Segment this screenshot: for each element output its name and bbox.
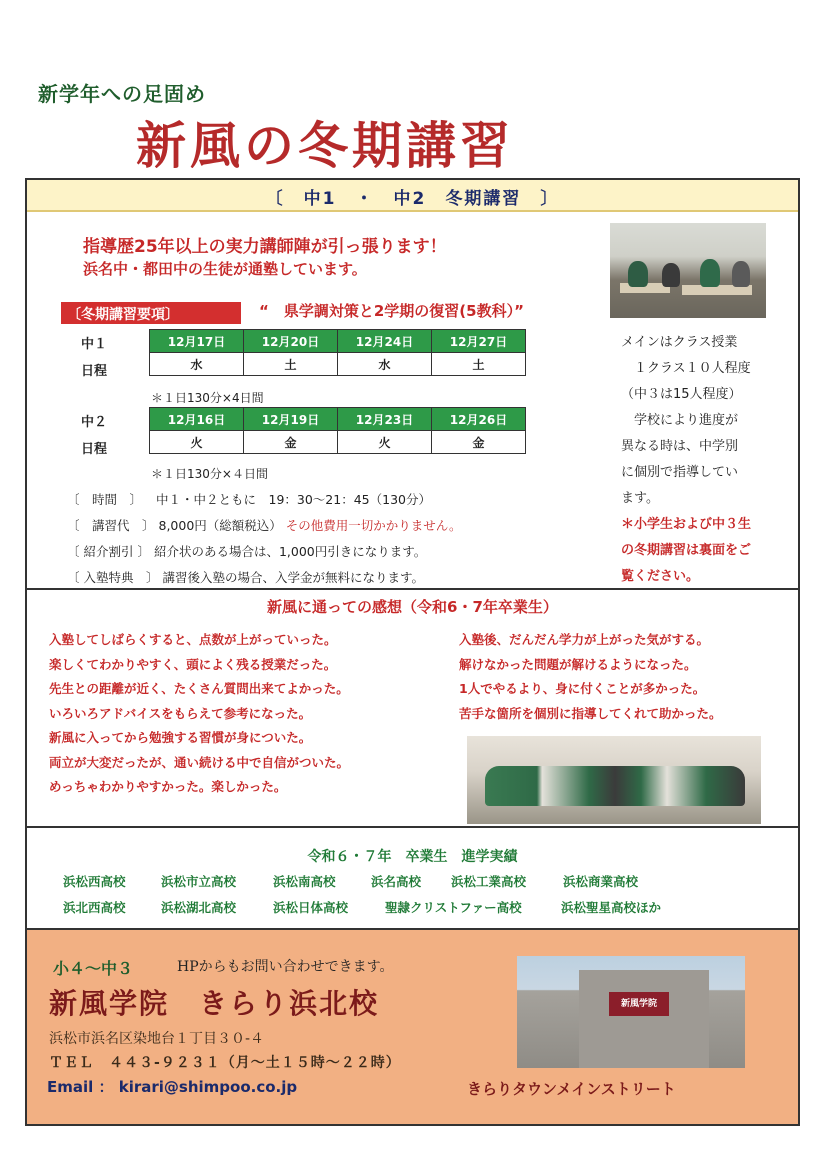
classroom-photo — [610, 223, 766, 318]
lead-text-1: 指導歴25年以上の実力講師陣が引っ張ります！ — [83, 237, 447, 257]
class-info-text — [621, 330, 791, 512]
course-section — [25, 178, 800, 590]
class-info-line: 学校により進度が — [621, 413, 739, 428]
school-item: 聖隷クリストファー高校 — [385, 900, 522, 915]
grade2-day: 火 — [338, 431, 432, 454]
referral-row — [67, 542, 426, 560]
testimonial-item: 両立が大変だったが、通い続ける中で自信がついた。 — [49, 754, 350, 770]
school-item: 浜松市立高校 — [161, 874, 237, 889]
time-value: 中１・中２ともに 19：30～21：45（130分） — [156, 492, 431, 507]
testimonial-item: 入塾後、だんだん学力が上がった気がする。 — [459, 632, 710, 647]
graduates-photo — [467, 736, 761, 824]
grade1-date: 12月24日 — [338, 330, 432, 353]
testimonials-section — [25, 590, 800, 828]
grade1-date: 12月27日 — [432, 330, 526, 353]
school-item: 浜松西高校 — [63, 874, 126, 889]
referral-value: 紹介状のある場合は、1,000円引きになります。 — [153, 544, 427, 559]
address: 浜松市浜名区染地台１丁目３０-４ — [49, 1031, 265, 1047]
grade2-date: 12月23日 — [338, 408, 432, 431]
fee-note: その他費用一切かかりません。 — [285, 518, 462, 533]
grade2-label: 中２ — [81, 415, 108, 430]
grade1-schedule-table — [149, 329, 526, 376]
school-item: 浜北西高校 — [63, 900, 126, 915]
testimonials-right — [459, 628, 722, 726]
bonus-label: 〔 入塾特典 〕 — [67, 570, 159, 585]
testimonial-item: 1人でやるより、身に付くことが多かった。 — [459, 681, 706, 696]
grade2-day: 金 — [244, 431, 338, 454]
subtitle: 新学年への足固め — [38, 82, 206, 106]
grade2-day: 火 — [150, 431, 244, 454]
referral-label: 〔 紹介割引 〕 — [67, 544, 150, 559]
side-note-line: の冬期講習は裏面をご — [621, 543, 752, 558]
grade2-schedule-table — [149, 407, 526, 454]
building-sign: 新風学院 — [609, 992, 669, 1016]
side-note — [621, 512, 751, 590]
school-item: 浜松聖星高校ほか — [561, 900, 662, 915]
school-item: 浜松工業高校 — [451, 874, 527, 889]
school-item: 浜松南高校 — [273, 874, 336, 889]
side-note-line: 覧ください。 — [621, 569, 700, 584]
grade1-date: 12月17日 — [150, 330, 244, 353]
testimonial-item: 先生との距離が近く、たくさん質問出来てよかった。 — [49, 681, 349, 696]
course-banner-text: 〔 中1 ・ 中2 冬期講習 〕 — [265, 189, 560, 209]
results-section — [25, 828, 800, 930]
grade1-day: 水 — [150, 353, 244, 376]
grade1-note: ＊１日130分×4日間 — [151, 391, 264, 405]
testimonial-item: 入塾してしばらくすると、点数が上がっていった。 — [49, 632, 337, 647]
course-banner — [27, 180, 798, 212]
grade2-date: 12月26日 — [432, 408, 526, 431]
bonus-value: 講習後入塾の場合、入学金が無料になります。 — [162, 570, 424, 585]
grade2-date: 12月16日 — [150, 408, 244, 431]
grade2-day: 金 — [432, 431, 526, 454]
fee-label: 〔 講習代 〕 — [67, 518, 155, 533]
testimonial-item: 新風に入ってから勉強する習慣が身についた。 — [49, 730, 312, 745]
school-item: 浜松湖北高校 — [161, 900, 237, 915]
grade2-date: 12月19日 — [244, 408, 338, 431]
lead-text-2: 浜名中・都田中の生徒が通塾しています。 — [83, 260, 367, 278]
school-item: 浜松商業高校 — [563, 874, 639, 889]
time-label: 〔 時間 〕 — [67, 492, 143, 507]
requirements-label: 〔冬期講習要項〕 — [61, 302, 241, 324]
hp-note: HPからもお問い合わせできます。 — [177, 959, 394, 975]
school-item: 浜松日体高校 — [273, 900, 349, 915]
testimonial-item: 解けなかった問題が解けるようになった。 — [459, 656, 697, 672]
grade1-day: 土 — [244, 353, 338, 376]
testimonial-item: 苦手な箇所を個別に指導してくれて助かった。 — [459, 705, 722, 721]
class-info-line: ます。 — [621, 491, 659, 506]
testimonials-left — [49, 628, 349, 800]
building-photo — [517, 956, 745, 1068]
grade1-day: 土 — [432, 353, 526, 376]
grade1-day: 水 — [338, 353, 432, 376]
class-info-line: （中３は15人程度） — [621, 387, 742, 402]
school-item: 浜名高校 — [371, 874, 422, 889]
bonus-row — [67, 568, 424, 586]
course-theme: “ 県学調対策と2学期の復習(5教科）” — [259, 302, 524, 320]
testimonial-item: いろいろアドバイスをもらえて参考になった。 — [49, 705, 312, 721]
street-name: きらりタウンメインストリート — [467, 1080, 676, 1098]
page-title: 新風の冬期講習 — [136, 116, 514, 175]
class-info-line: 異なる時は、中学別 — [621, 439, 739, 454]
email-link[interactable]: Email ： kirari@shimpoo.co.jp — [47, 1078, 298, 1096]
results-title: 令和６・７年 卒業生 進学実績 — [307, 849, 518, 865]
testimonial-item: めっちゃわかりやすかった。楽しかった。 — [49, 779, 287, 794]
phone-number: ＴＥＬ ４４３-９２３１（月～土１５時～２２時） — [49, 1055, 401, 1071]
contact-section — [25, 930, 800, 1126]
grade1-schedule-label: 日程 — [81, 364, 108, 379]
time-row — [67, 490, 431, 508]
class-info-line: メインはクラス授業 — [621, 335, 738, 350]
school-name: 新風学院 きらり浜北校 — [49, 987, 380, 1020]
class-info-line: に個別で指導してい — [621, 465, 739, 480]
testimonial-item: 楽しくてわかりやすく、頭によく残る授業だった。 — [49, 656, 337, 672]
fee-row — [67, 516, 462, 534]
grade2-schedule-label: 日程 — [81, 442, 108, 457]
grade1-date: 12月20日 — [244, 330, 338, 353]
class-info-line: １クラス１０人程度 — [621, 361, 751, 376]
testimonials-title: 新風に通っての感想（令和6・7年卒業生） — [267, 598, 558, 616]
side-note-line: ＊小学生および中３生 — [621, 517, 752, 532]
grade-range: 小４～中３ — [53, 959, 134, 978]
grade1-label: 中１ — [81, 337, 108, 352]
fee-value: 8,000円（総額税込） — [158, 518, 282, 533]
grade2-note: ＊１日130分×４日間 — [151, 467, 268, 481]
